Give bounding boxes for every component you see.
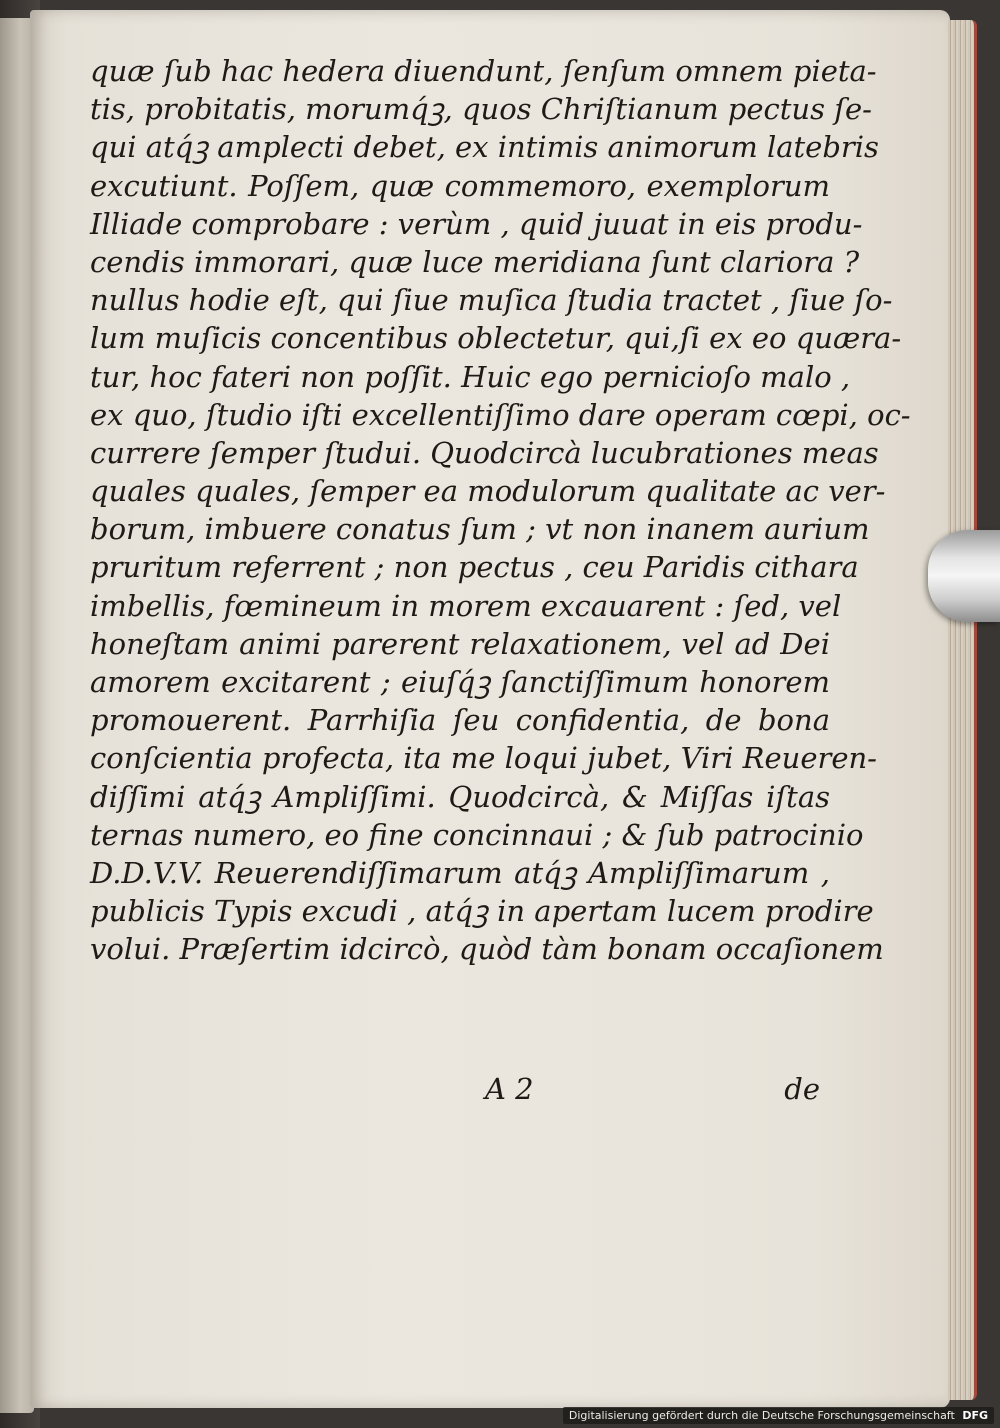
signature-mark: A 2 — [485, 1072, 534, 1106]
text-line: Illiade comprobare : verùm , quid juuat in eis produ- — [90, 206, 863, 241]
text-line: promouerent. Parrhiſia ſeu confidentia, de bona — [90, 703, 830, 738]
text-line: honeſtam animi parerent relaxationem, vel ad Dei — [90, 626, 830, 661]
text-line: quales quales, ſemper ea modulorum qualitate ac ver- — [90, 474, 886, 509]
catchword: de — [784, 1072, 820, 1106]
text-line: tur, hoc fateri non poſſit. Huic ego pernicioſo malo , — [90, 359, 851, 394]
text-line: lum muſicis concentibus oblectetur, qui,ſi ex eo quæra- — [90, 321, 902, 356]
text-line: volui. Præſertim idcircò, quòd tàm bonam occaſionem — [90, 932, 884, 967]
body-text — [90, 52, 911, 969]
text-line: ex quo, ſtudio iſti excellentiſſimo dare operam cœpi, oc- — [90, 397, 911, 432]
previous-page-edge — [0, 18, 34, 1413]
text-line: imbellis, fœmineum in morem excauarent : ſed, vel — [90, 588, 842, 623]
digitization-credit — [563, 1407, 994, 1424]
text-line: amorem excitarent ; eiuſq́ꝫ ſanctiſſimum honorem — [90, 665, 830, 699]
text-line: diſſimi atq́ꝫ Ampliſſimi. Quodcircà, & Miſſas iſtas — [90, 779, 830, 814]
page-edges — [948, 20, 977, 1400]
text-line: D.D.V.V. Reuerendiſſimarum atq́ꝫ Ampliſſimarum , — [90, 855, 830, 890]
dfg-logo: DFG — [962, 1409, 988, 1422]
credit-text: Digitalisierung gefördert durch die Deutsche Forschungsgemeinschaft — [568, 1409, 955, 1422]
text-line: cendis immorari, quæ luce meridiana ſunt clariora ? — [90, 244, 860, 279]
text-line: excutiunt. Poſſem, quæ commemoro, exemplorum — [90, 168, 830, 203]
text-line: conſcientia profecta, ita me loqui jubet, Viri Reueren- — [90, 741, 877, 776]
page-footer — [90, 1072, 830, 1112]
text-line: publicis Typis excudi , atq́ꝫ in apertam lucem prodire — [90, 894, 874, 929]
text-line: tis, probitatis, morumq́ꝫ, quos Chriſtianum pectus ſe- — [90, 92, 872, 127]
text-line: currere ſemper ſtudui. Quodcircà lucubrationes meas — [90, 435, 879, 470]
text-line: borum, imbuere conatus ſum ; vt non inanem aurium — [90, 512, 870, 547]
text-line: quæ ſub hac hedera diuendunt, ſenſum omnem pieta- — [90, 54, 877, 88]
text-line: ternas numero, eo fine concinnaui ; & ſub patrocinio — [90, 817, 864, 852]
text-line: qui atq́ꝫ amplecti debet, ex intimis animorum latebris — [90, 130, 879, 165]
page-clip — [928, 530, 1000, 622]
text-line: pruritum referrent ; non pectus , ceu Paridis cithara — [90, 550, 859, 585]
text-line: nullus hodie eſt, qui ſiue muſica ſtudia tractet , ſiue ſo- — [90, 283, 893, 318]
